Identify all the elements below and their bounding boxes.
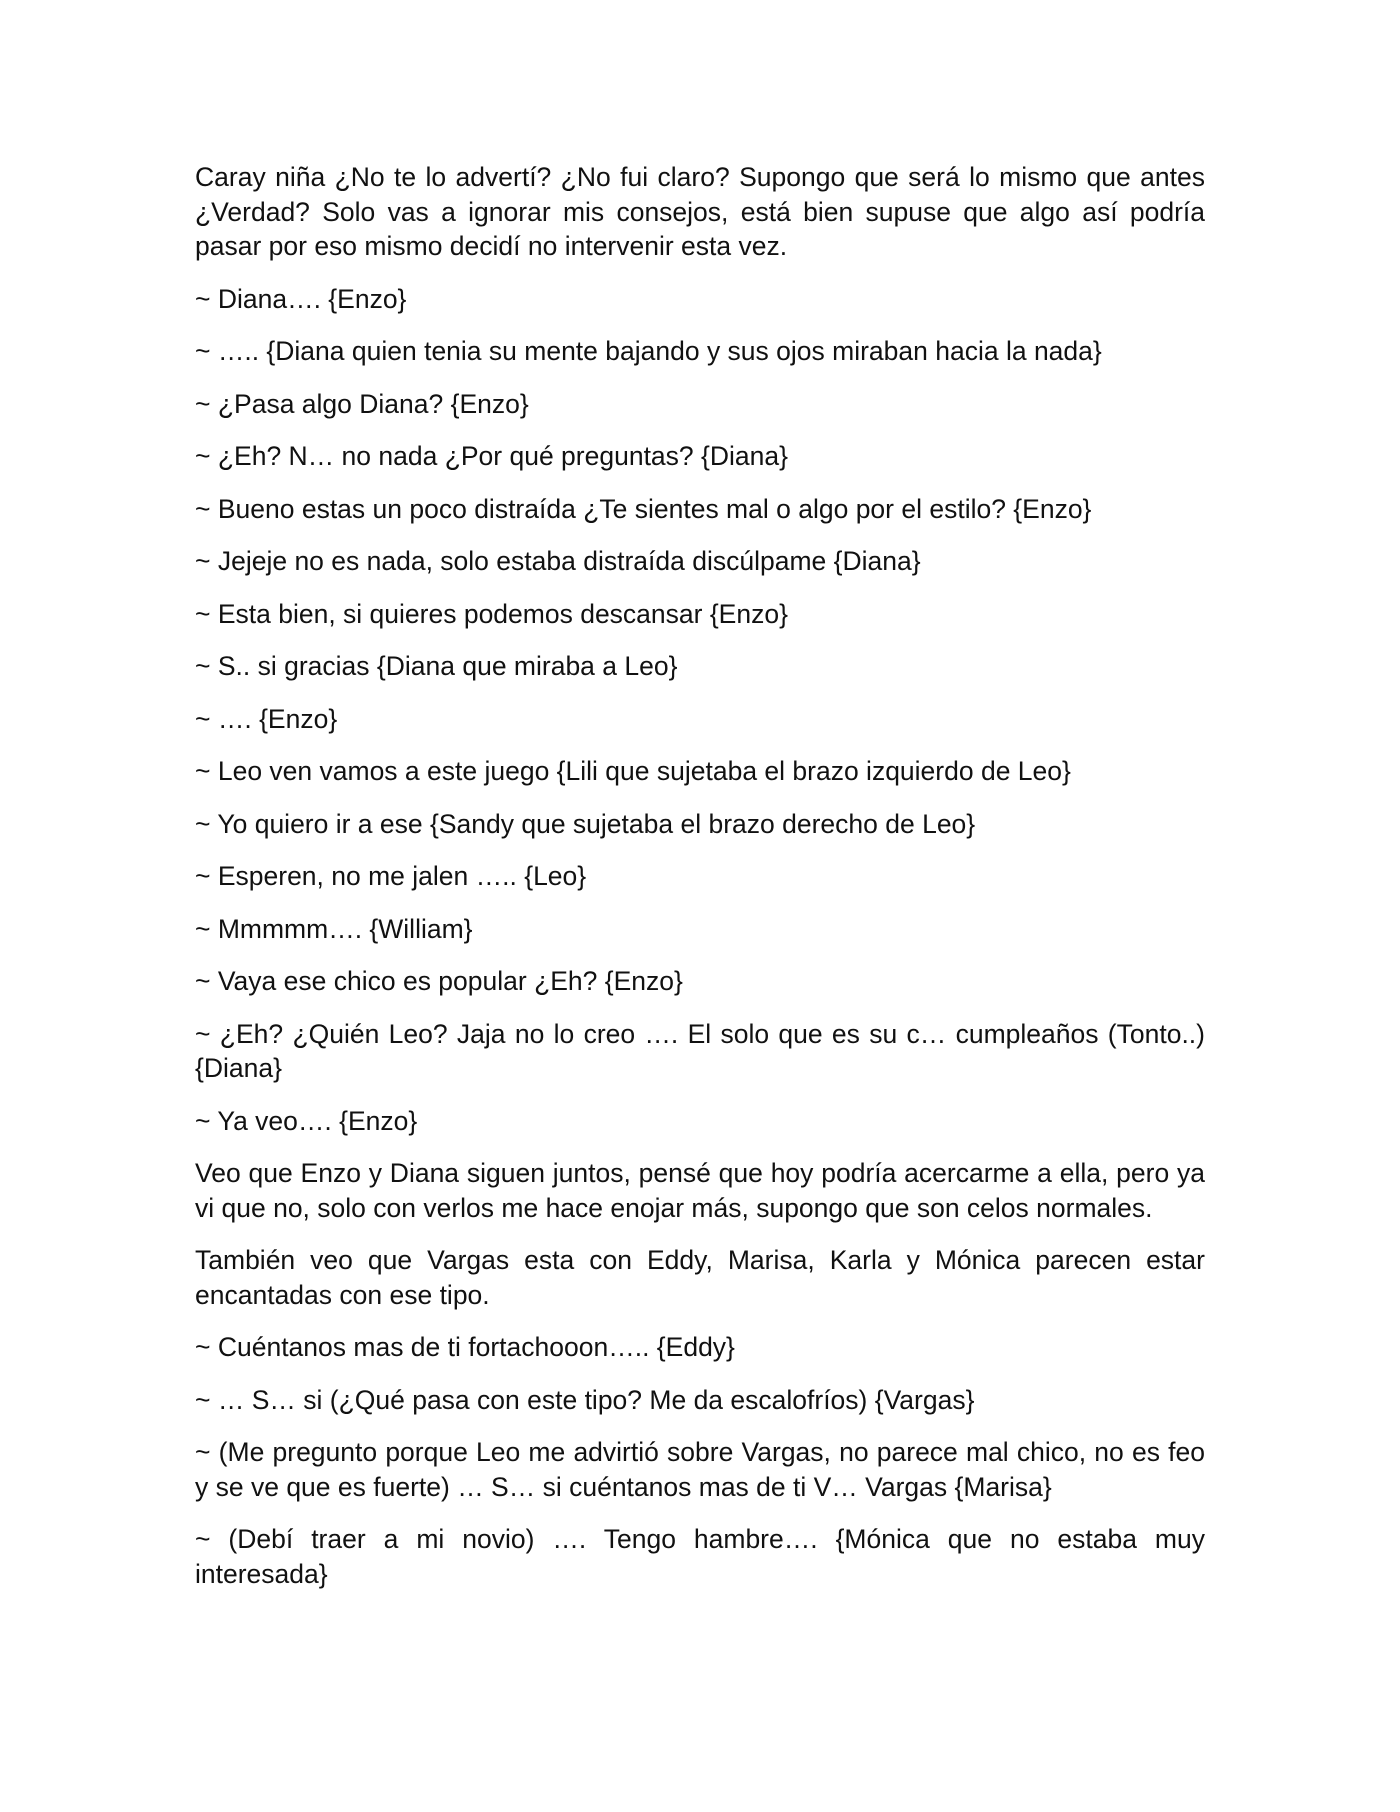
dialogue-line: ~ Yo quiero ir a ese {Sandy que sujetaba el brazo derecho de Leo} (195, 808, 976, 839)
dialogue-line: ~ ¿Eh? N… no nada ¿Por qué preguntas? {Diana} (195, 441, 788, 471)
paragraph: También veo que Vargas esta con Eddy, Marisa, Karla y Mónica parecen estar encantadas con ese tipo. (195, 1245, 1205, 1310)
dialogue-line: ~ Mmmmm…. {William} (195, 913, 473, 944)
dialogue-line: ~ Esta bien, si quieres podemos descansar {Enzo} (195, 598, 788, 629)
dialogue-line: ~ Cuéntanos mas de ti fortachooon….. {Eddy} (195, 1332, 735, 1362)
document-body (195, 160, 1205, 1609)
dialogue-line: ~ Bueno estas un poco distraída ¿Te sientes mal o algo por el estilo? {Enzo} (195, 493, 1092, 524)
dialogue-line: ~ ¿Eh? ¿Quién Leo? Jaja no lo creo …. El solo que es su c… cumpleaños (Tonto..) {Diana} (195, 1018, 1205, 1083)
dialogue-line: ~ ¿Pasa algo Diana? {Enzo} (195, 388, 529, 419)
dialogue-line: ~ …. {Enzo} (195, 703, 338, 734)
dialogue-line: ~ Vaya ese chico es popular ¿Eh? {Enzo} (195, 966, 683, 996)
dialogue-line: ~ S.. si gracias {Diana que miraba a Leo} (195, 651, 678, 681)
dialogue-line: ~ Leo ven vamos a este juego {Lili que sujetaba el brazo izquierdo de Leo} (195, 756, 1071, 786)
dialogue-line: ~ Diana…. {Enzo} (195, 283, 407, 314)
dialogue-line: ~ Esperen, no me jalen ….. {Leo} (195, 861, 587, 891)
dialogue-line: ~ Ya veo…. {Enzo} (195, 1105, 418, 1136)
paragraph: Veo que Enzo y Diana siguen juntos, pensé que hoy podría acercarme a ella, pero ya vi que no, solo con verlos me hace enojar más, supongo que son celos normales. (195, 1158, 1205, 1223)
dialogue-line: ~ ….. {Diana quien tenia su mente bajando y sus ojos miraban hacia la nada} (195, 336, 1102, 366)
dialogue-line: ~ Jejeje no es nada, solo estaba distraída discúlpame {Diana} (195, 546, 921, 576)
dialogue-line: ~ (Me pregunto porque Leo me advirtió sobre Vargas, no parece mal chico, no es feo y se ve que es fuerte) … S… si cuéntanos mas de ti V… Vargas {Marisa} (195, 1437, 1205, 1502)
dialogue-line: ~ … S… si (¿Qué pasa con este tipo? Me da escalofríos) {Vargas} (195, 1384, 975, 1415)
paragraph: Caray niña ¿No te lo advertí? ¿No fui claro? Supongo que será lo mismo que antes ¿Verdad? Solo vas a ignorar mis consejos, está bien supuse que algo así podría pasar por eso mismo decidí no intervenir esta vez. (195, 162, 1205, 261)
dialogue-line: ~ (Debí traer a mi novio) …. Tengo hambre…. {Mónica que no estaba muy interesada} (195, 1524, 1205, 1589)
